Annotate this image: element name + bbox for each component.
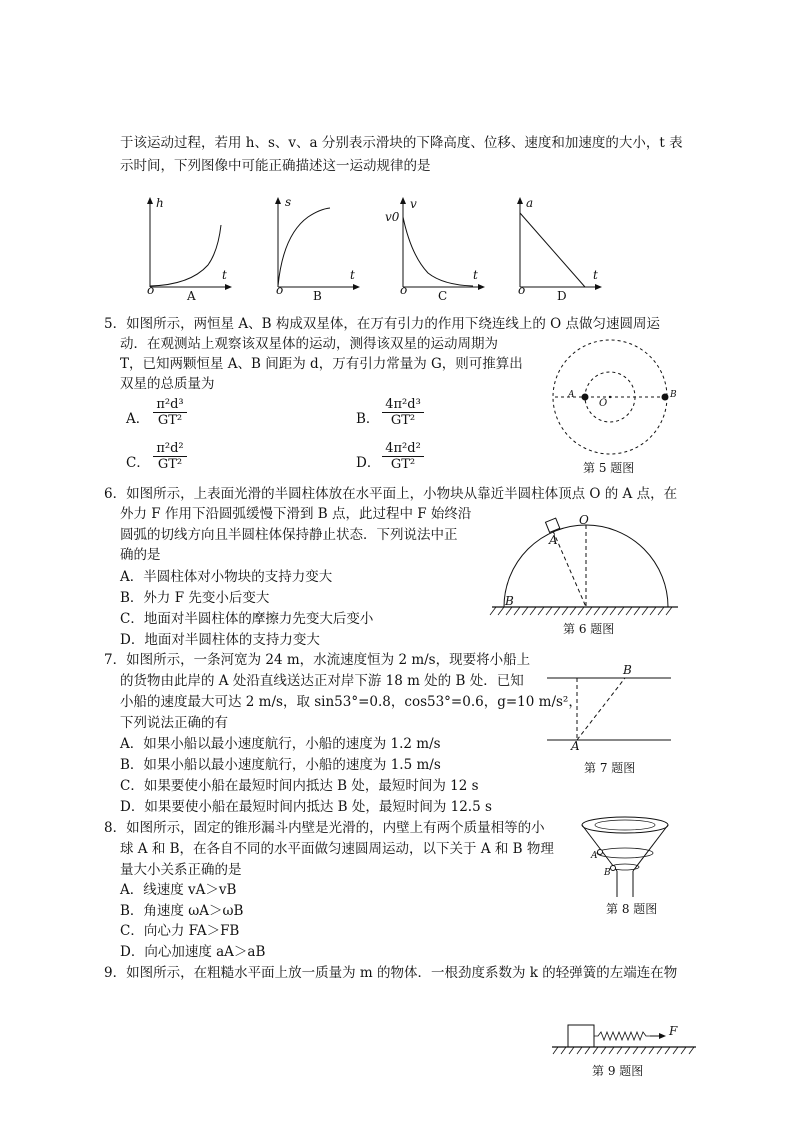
graph-c-option: C <box>438 289 448 303</box>
q5-opt-a-den: GT² <box>157 413 183 428</box>
q6-opt-d: D．地面对半圆柱体的支持力变大 <box>120 632 320 648</box>
q6-line3: 圆弧的切线方向且半圆柱体保持静止状态．下列说法中正 <box>120 527 458 543</box>
q5-opt-c-den: GT² <box>157 457 183 472</box>
q6-figure <box>490 515 680 620</box>
q4-line2: 示时间，下列图像中可能正确描述这一运动规律的是 <box>120 158 431 174</box>
q7-line2: 的货物由此岸的 A 处沿直线送达正对岸下游 18 m 处的 B 处．已知 <box>120 673 524 689</box>
graph-b-option: B <box>313 289 322 303</box>
q6-opt-b: B．外力 F 先变小后变大 <box>120 590 270 606</box>
q7-figure <box>545 670 675 750</box>
q5-opt-a-frac <box>150 397 190 428</box>
q7-caption: 第 7 题图 <box>584 761 636 775</box>
graph-a-ylabel: h <box>156 196 164 210</box>
q6-fig-o: O <box>579 513 589 527</box>
q9-line1: 9．如图所示，在粗糙水平面上放一质量为 m 的物体．一根劲度系数为 k 的轻弹簧的左端连在物 <box>104 965 678 981</box>
graph-a-origin: o <box>147 283 155 297</box>
graph-c-ylabel: v <box>410 197 417 211</box>
q6-fig-b: B <box>505 594 514 608</box>
q7-fig-b: B <box>623 663 632 677</box>
q5-figure <box>545 338 675 456</box>
q5-opt-b-frac <box>380 397 426 428</box>
q5-caption: 第 5 题图 <box>583 461 635 475</box>
q5-opt-b-den: GT² <box>390 413 416 428</box>
q5-fig-o: O <box>599 398 608 409</box>
q6-opt-a: A．半圆柱体对小物块的支持力变大 <box>120 569 333 585</box>
graph-b-origin: o <box>276 283 284 297</box>
q6-opt-c: C．地面对半圆柱体的摩擦力先变大后变小 <box>120 611 374 627</box>
graph-d-xlabel: t <box>593 268 598 282</box>
q7-opt-c: C．如果要使小船在最短时间内抵达 B 处，最短时间为 12 s <box>120 778 479 794</box>
graph-b-xlabel: t <box>350 268 355 282</box>
q5-fig-b: B <box>670 390 677 400</box>
q5-opt-a-num: π²d³ <box>153 397 186 413</box>
q5-line3: T，已知两颗恒星 A、B 间距为 d，万有引力常量为 G，则可推算出 <box>120 356 523 372</box>
q5-opt-d-num: 4π²d² <box>382 441 424 457</box>
q5-opt-d-den: GT² <box>390 457 416 472</box>
q7-opt-d: D．如果要使小船在最短时间内抵达 B 处，最短时间为 12.5 s <box>120 799 492 815</box>
q8-opt-a: A．线速度 vA＞vB <box>120 882 237 898</box>
graph-c-xlabel: t <box>473 268 478 282</box>
q8-opt-d: D．向心加速度 aA＞aB <box>120 944 266 960</box>
q5-opt-c-num: π²d² <box>153 441 186 457</box>
graph-d-ylabel: a <box>526 196 534 210</box>
graph-b-ylabel: s <box>285 195 292 209</box>
q6-line1: 6．如图所示，上表面光滑的半圆柱体放在水平面上，小物块从靠近半圆柱体顶点 O 的 A 点，在 <box>104 486 678 502</box>
q5-line2: 动．在观测站上观察该双星体的运动，测得该双星的运动周期为 <box>120 336 498 352</box>
q5-opt-c-frac <box>150 441 190 472</box>
q8-fig-a: A <box>591 851 598 861</box>
q9-caption: 第 9 题图 <box>592 1064 644 1078</box>
graph-d-origin: o <box>518 283 526 297</box>
q7-fig-a: A <box>571 739 580 753</box>
q5-opt-a-label: A． <box>126 411 150 427</box>
q7-line3: 小船的速度最大可达 2 m/s，取 sin53°=0.8，cos53°=0.6，g=10 m/s²， <box>120 694 582 710</box>
q7-opt-b: B．如果小船以最小速度航行，小船的速度为 1.5 m/s <box>120 757 441 773</box>
graph-a-xlabel: t <box>222 268 227 282</box>
q9-figure <box>550 1022 700 1057</box>
q5-opt-d-frac <box>380 441 426 472</box>
q8-caption: 第 8 题图 <box>606 902 658 916</box>
q5-opt-b-label: B． <box>356 411 380 427</box>
q5-line4: 双星的总质量为 <box>120 376 215 392</box>
q7-opt-a: A．如果小船以最小速度航行，小船的速度为 1.2 m/s <box>120 736 441 752</box>
q5-fig-a: A <box>568 390 575 400</box>
graph-a-option: A <box>187 289 196 303</box>
q8-fig-b: B <box>604 868 611 878</box>
q8-line1: 8．如图所示，固定的锥形漏斗内壁是光滑的，内壁上有两个质量相等的小 <box>104 820 545 836</box>
q8-line2: 球 A 和 B，在各自不同的水平面做匀速圆周运动，以下关于 A 和 B 物理 <box>120 841 554 857</box>
q7-line4: 下列说法正确的有 <box>120 715 228 731</box>
q8-opt-b: B．角速度 ωA＞ωB <box>120 903 244 919</box>
q5-line1: 5．如图所示，两恒星 A、B 构成双星体，在万有引力的作用下绕连线上的 O 点做匀速圆周运 <box>104 316 660 332</box>
graph-c-origin: o <box>400 283 408 297</box>
q6-fig-a: A <box>549 533 558 547</box>
graph-c-v0: v0 <box>385 210 400 224</box>
q5-opt-d-label: D． <box>356 455 381 471</box>
q5-opt-b-num: 4π²d³ <box>382 397 424 413</box>
graph-d-option: D <box>557 289 567 303</box>
q7-line1: 7．如图所示，一条河宽为 24 m，水流速度恒为 2 m/s，现要将小船上 <box>104 652 531 668</box>
q6-line2: 外力 F 作用下沿圆弧缓慢下滑到 B 点，此过程中 F 始终沿 <box>120 506 472 522</box>
q8-opt-c: C．向心力 FA＞FB <box>120 923 240 939</box>
q6-line4: 确的是 <box>120 547 161 563</box>
q4-line1: 于该运动过程，若用 h、s、v、a 分别表示滑块的下降高度、位移、速度和加速度的大小，t 表 <box>120 135 683 151</box>
graph-b <box>268 195 378 290</box>
q6-caption: 第 6 题图 <box>563 622 615 636</box>
q5-opt-c-label: C． <box>126 455 150 471</box>
q8-line3: 量大小关系正确的是 <box>120 862 242 878</box>
q9-fig-f: F <box>669 1024 678 1038</box>
